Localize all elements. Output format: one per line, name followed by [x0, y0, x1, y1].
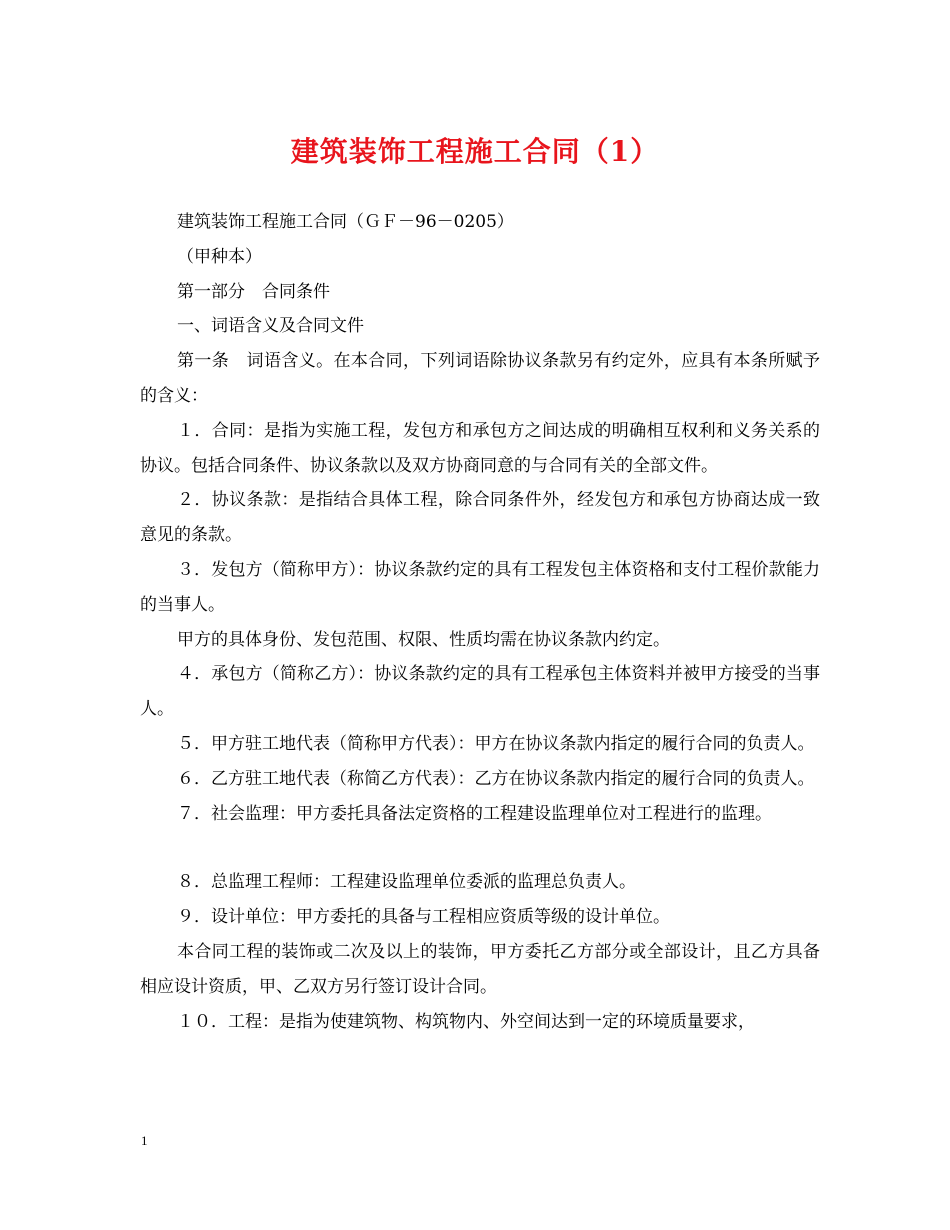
page-number: 1 [141, 1133, 148, 1148]
paragraph: 第一部分 合同条件 [177, 281, 330, 302]
paragraph: 本合同工程的装饰或二次及以上的装饰，甲方委托乙方部分或全部设计，且乙方具备相应设计资质，甲、乙双方另行签订设计合同。 [140, 941, 820, 997]
paragraph: ６．乙方驻工地代表（称简乙方代表）：乙方在协议条款内指定的履行合同的负责人。 [177, 768, 815, 789]
paragraph: ２．协议条款：是指结合具体工程，除合同条件外，经发包方和承包方协商达成一致意见的条款。 [140, 490, 820, 546]
paragraph: 一、词语含义及合同文件 [177, 316, 364, 337]
paragraph: 建筑装饰工程施工合同（ＧＦ－96－0205） [177, 212, 514, 232]
paragraph: １．合同：是指为实施工程，发包方和承包方之间达成的明确相互权利和义务关系的协议。包括合同条件、协议条款以及双方协商同意的与合同有关的全部文件。 [140, 420, 820, 476]
paragraph: 甲方的具体身份、发包范围、权限、性质均需在协议条款内约定。 [177, 629, 670, 650]
paragraph: （甲种本） [177, 246, 262, 267]
paragraph: ８．总监理工程师：工程建设监理单位委派的监理总负责人。 [177, 872, 636, 893]
blank-line [140, 831, 820, 865]
paragraph: ３．发包方（简称甲方）：协议条款约定的具有工程发包主体资格和支付工程价款能力的当事人。 [140, 559, 820, 615]
paragraph: 第一条 词语含义。在本合同，下列词语除协议条款另有约定外，应具有本条所赋予的含义： [140, 351, 820, 406]
paragraph: ７．社会监理：甲方委托具备法定资格的工程建设监理单位对工程进行的监理。 [177, 803, 772, 824]
paragraph: ４．承包方（简称乙方）：协议条款约定的具有工程承包主体资料并被甲方接受的当事人。 [140, 664, 820, 720]
document-body [140, 205, 820, 1039]
document-title: 建筑装饰工程施工合同（1） [290, 135, 660, 168]
paragraph: ５．甲方驻工地代表（简称甲方代表）：甲方在协议条款内指定的履行合同的负责人。 [177, 733, 815, 754]
paragraph: １０．工程：是指为使建筑物、构筑物内、外空间达到一定的环境质量要求， [177, 1011, 755, 1032]
paragraph: ９．设计单位：甲方委托的具备与工程相应资质等级的设计单位。 [177, 907, 670, 928]
